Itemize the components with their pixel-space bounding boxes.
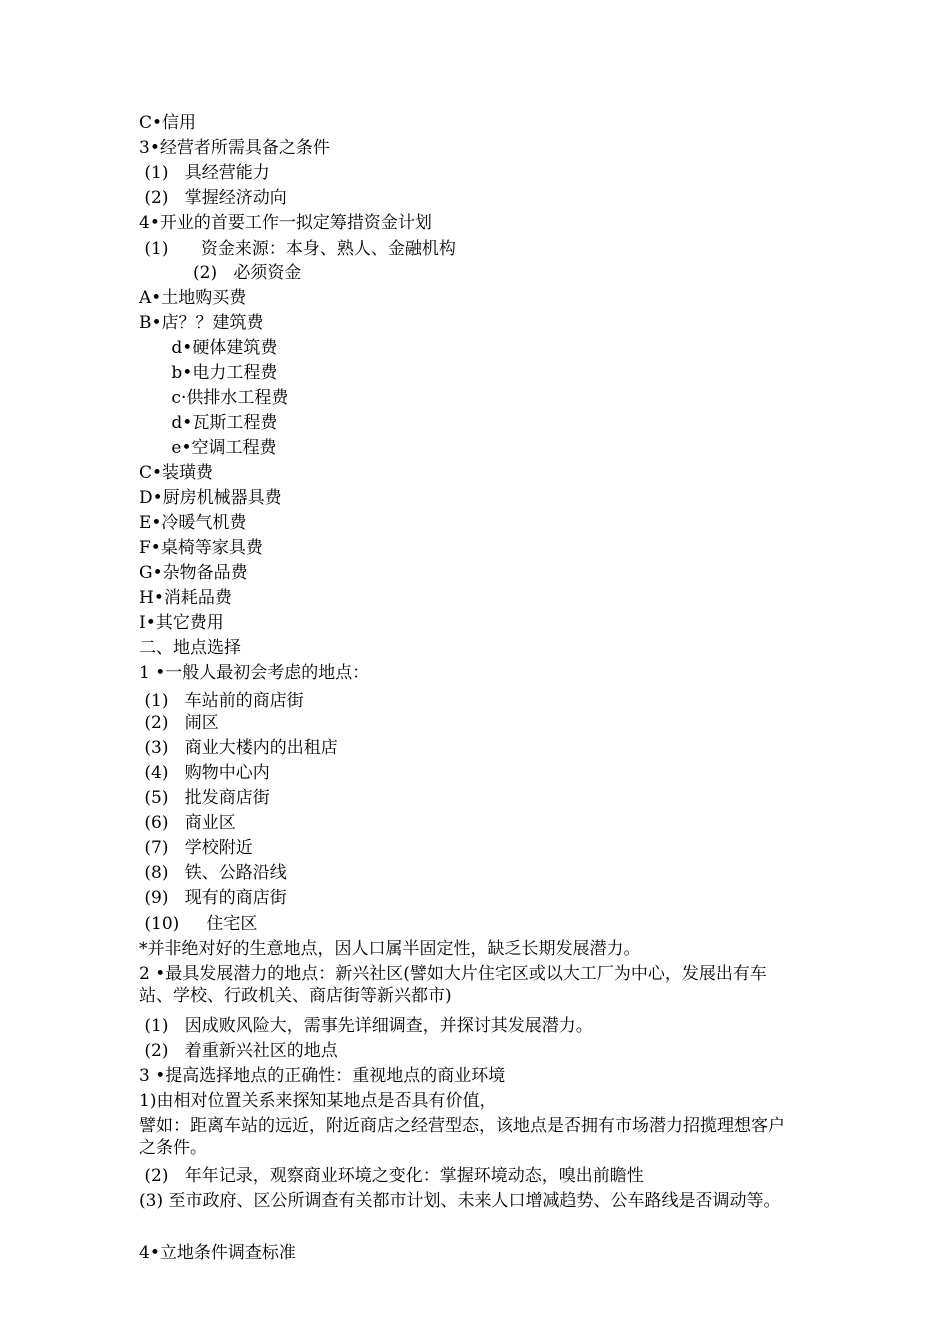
sub-list-item: b•电力工程费 bbox=[139, 363, 278, 383]
list-item: D•厨房机械器具费 bbox=[139, 488, 282, 508]
section-heading: 4•立地条件调查标准 bbox=[139, 1243, 296, 1263]
section-heading: 4•开业的首要工作一拟定筹措资金计划 bbox=[139, 213, 432, 233]
list-item: A•土地购买费 bbox=[139, 288, 247, 308]
list-item: (7) 学校附近 bbox=[139, 838, 253, 858]
paragraph: 譬如：距离车站的远近，附近商店之经营型态，该地点是否拥有市场潜力招揽理想客户之条件。 bbox=[139, 1116, 785, 1158]
list-item: I•其它费用 bbox=[139, 613, 224, 633]
list-item: (6) 商业区 bbox=[139, 813, 236, 833]
sub-list-item: d•瓦斯工程费 bbox=[139, 413, 278, 433]
list-item: (9) 现有的商店街 bbox=[139, 888, 287, 908]
list-item: (2) 着重新兴社区的地点 bbox=[139, 1041, 338, 1061]
sub-list-item: c·供排水工程费 bbox=[139, 388, 289, 408]
list-item: (2) 必须资金 bbox=[139, 263, 302, 283]
list-item: (2) 掌握经济动向 bbox=[139, 188, 287, 208]
list-item: (3) 至市政府、区公所调查有关都市计划、未来人口增减趋势、公车路线是否调动等。 bbox=[139, 1191, 781, 1211]
list-item: (2) 闹区 bbox=[139, 713, 219, 733]
list-item: G•杂物备品费 bbox=[139, 563, 248, 583]
list-item: (1) 资金来源：本身、熟人、金融机构 bbox=[139, 239, 456, 259]
section-heading: 1 •一般人最初会考虑的地点： bbox=[139, 663, 370, 683]
chapter-heading: 二、地点选择 bbox=[139, 638, 241, 658]
section-heading: 3 •提高选择地点的正确性：重视地点的商业环境 bbox=[139, 1066, 506, 1086]
list-item: (1) 具经营能力 bbox=[139, 163, 270, 183]
list-item: (10) 住宅区 bbox=[139, 914, 258, 934]
text-line: C•信用 bbox=[139, 113, 197, 133]
list-item: C•装璜费 bbox=[139, 463, 214, 483]
list-item: (2) 年年记录，观察商业环境之变化：掌握环境动态，嗅出前瞻性 bbox=[139, 1166, 644, 1186]
sub-list-item: d•硬体建筑费 bbox=[139, 338, 278, 358]
list-item: F•桌椅等家具费 bbox=[139, 538, 263, 558]
list-item: (1) 车站前的商店街 bbox=[139, 691, 304, 711]
section-heading: 3•经营者所需具备之条件 bbox=[139, 138, 330, 158]
note-line: *并非绝对好的生意地点，因人口属半固定性，缺乏长期发展潜力。 bbox=[139, 939, 641, 959]
list-item: H•消耗品费 bbox=[139, 588, 232, 608]
sub-list-item: e•空调工程费 bbox=[139, 438, 277, 458]
list-item: E•冷暖气机费 bbox=[139, 513, 247, 533]
list-item: (1) 因成败风险大，需事先详细调查，并探讨其发展潜力。 bbox=[139, 1016, 593, 1036]
list-item: (4) 购物中心内 bbox=[139, 763, 270, 783]
list-item: (8) 铁、公路沿线 bbox=[139, 863, 287, 883]
list-item: (3) 商业大楼内的出租店 bbox=[139, 738, 338, 758]
section-heading: 2 •最具发展潜力的地点：新兴社区(譬如大片住宅区或以大工厂为中心，发展出有车站、学校、行政机关、商店街等新兴都市) bbox=[139, 964, 767, 1006]
list-item: B•店？？建筑费 bbox=[139, 313, 264, 333]
list-item: (5) 批发商店街 bbox=[139, 788, 270, 808]
list-item: 1)由相对位置关系来探知某地点是否具有价值， bbox=[139, 1091, 497, 1111]
